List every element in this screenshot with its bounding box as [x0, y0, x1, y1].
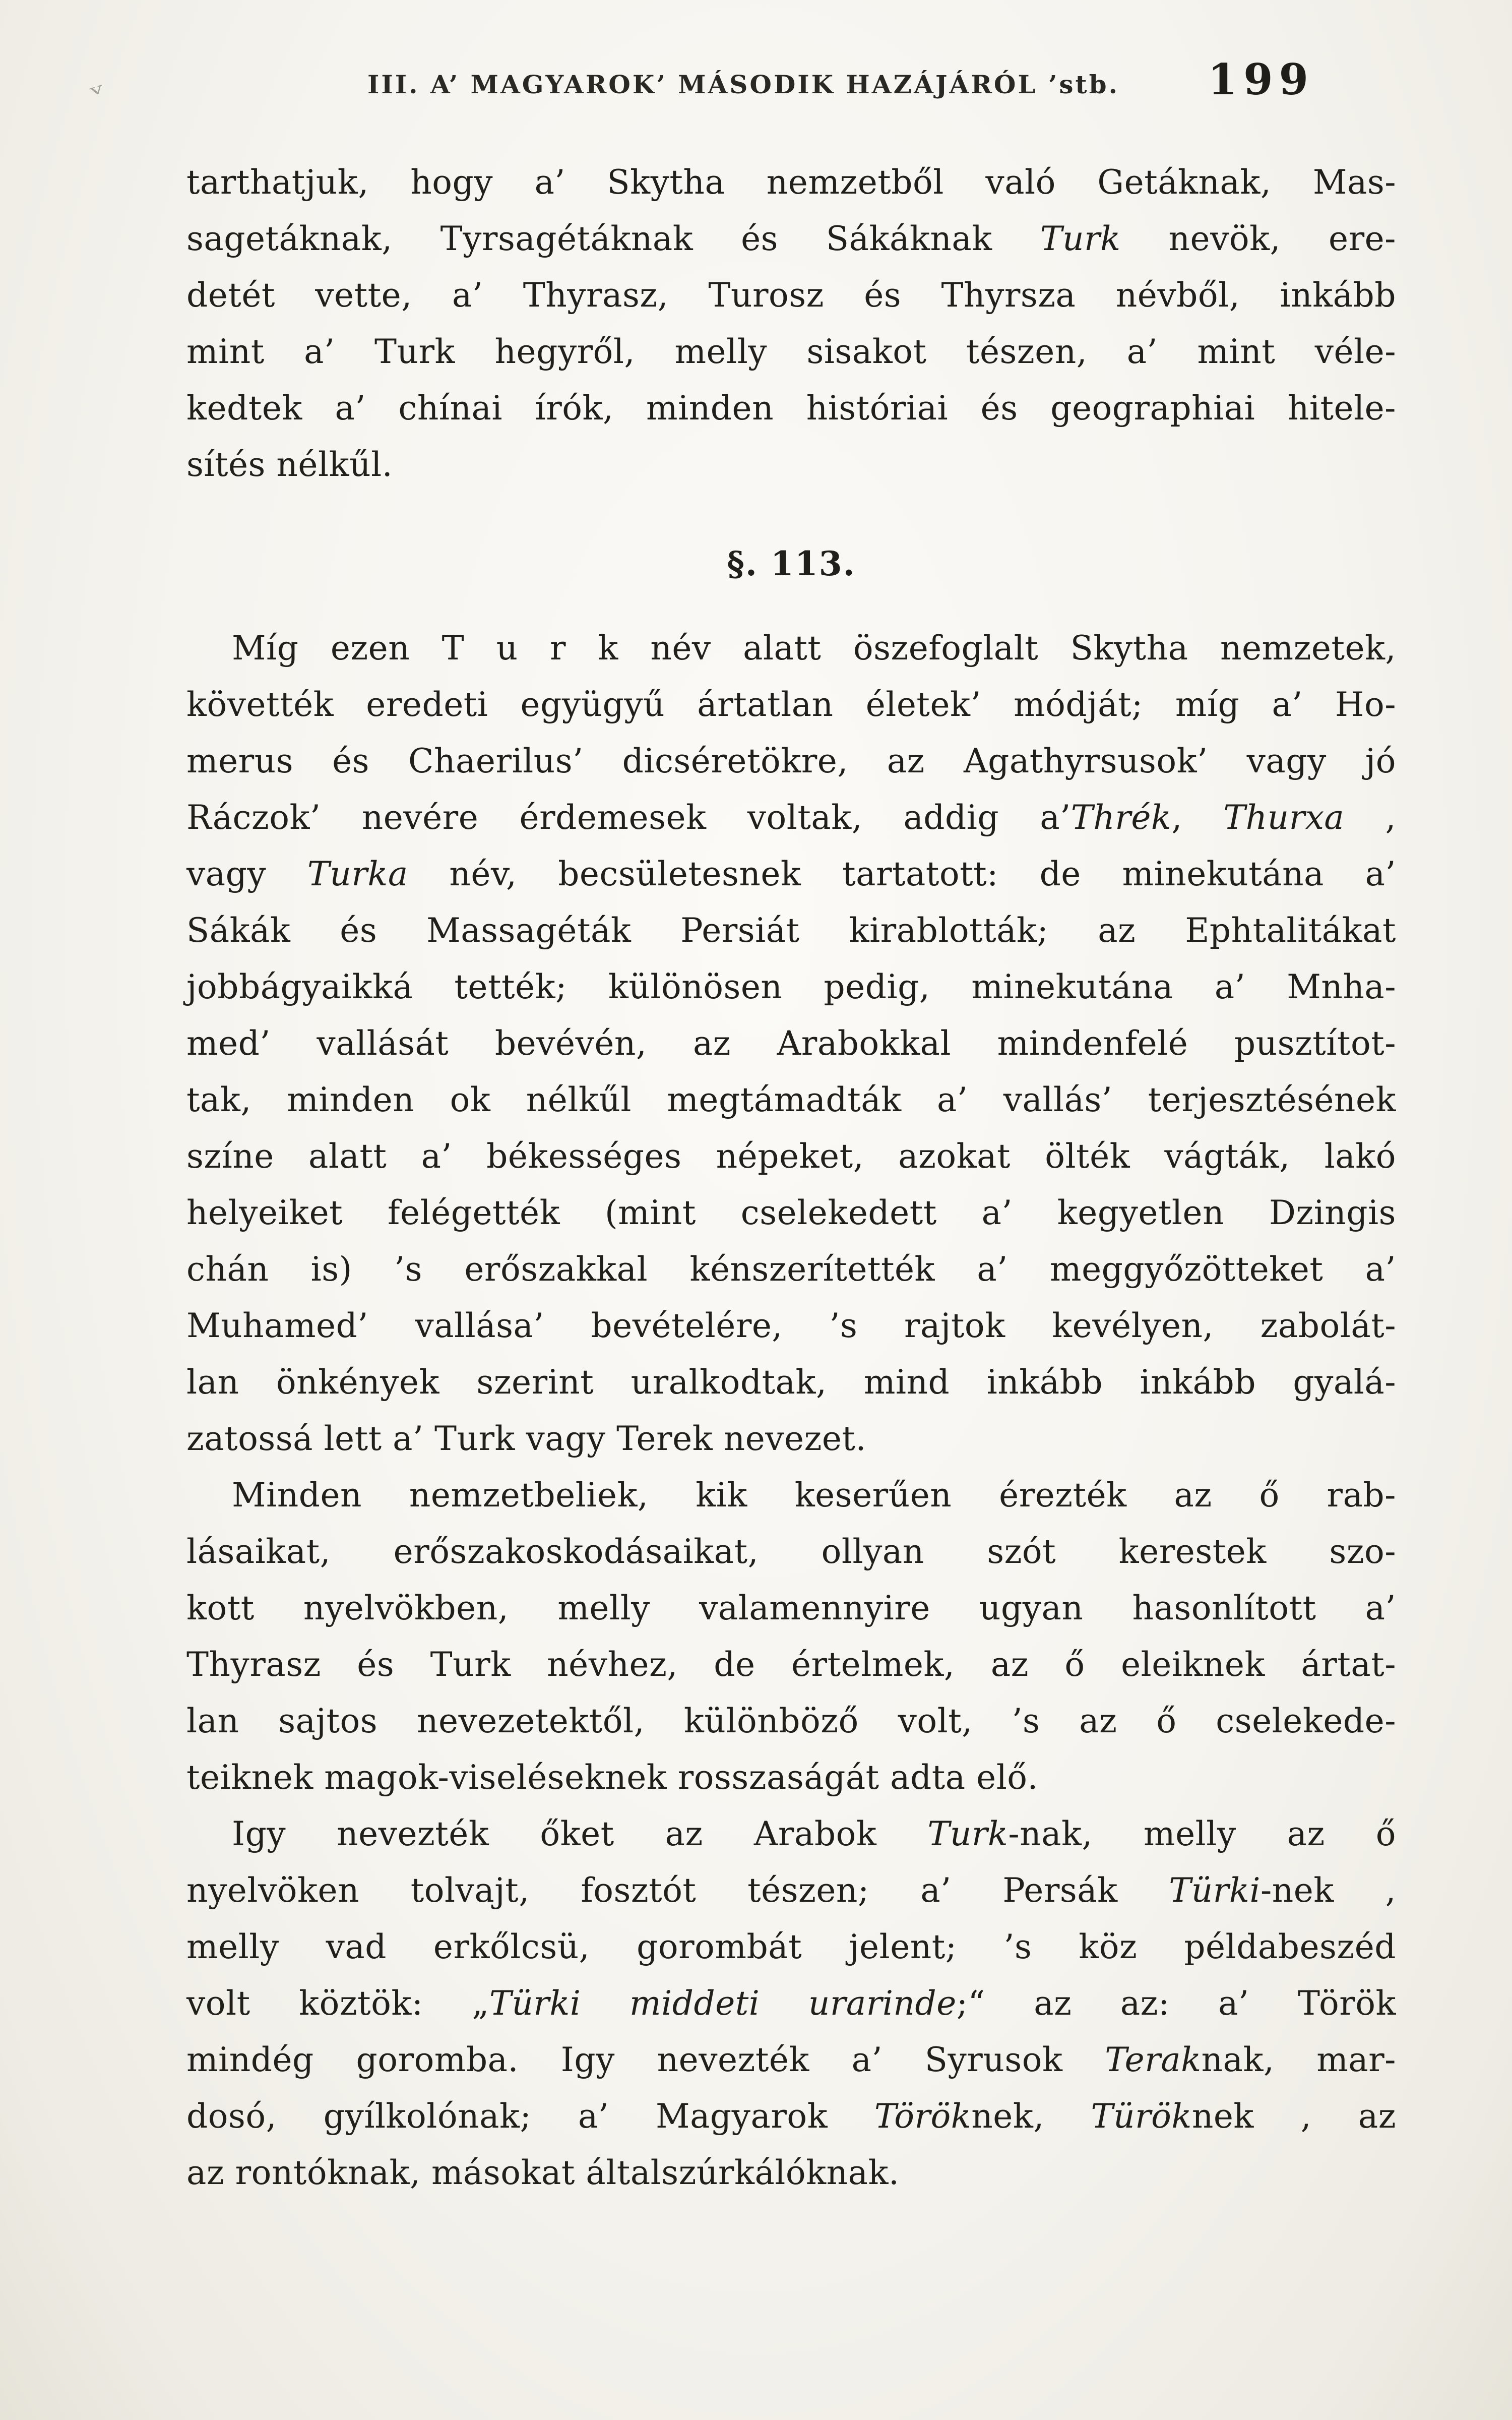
page-number: 199	[1208, 54, 1314, 104]
text-line: Sákák és Massagéták Persiát kirablották; az Ephtalitákat	[186, 911, 1396, 950]
paragraph	[186, 1806, 1396, 2201]
text-line: lan önkények szerint uralkodtak, mind inkább inkább gyalá-	[186, 1363, 1396, 1402]
text-line: nyelvöken tolvajt, fosztót tészen; a’ Persák Türki-nek ,	[186, 1871, 1396, 1910]
text-line: lásaikat, erőszakoskodásaikat, ollyan szót kerestek szo-	[186, 1532, 1396, 1571]
text-line: színe alatt a’ békességes népeket, azokat ölték vágták, lakó	[186, 1137, 1396, 1176]
text-line: követték eredeti együgyű ártatlan életek’ módját; míg a’ Ho-	[186, 685, 1396, 724]
handwritten-margin-mark: ᵥ	[84, 69, 107, 102]
text-line: melly vad erkőlcsü, gorombát jelent; ’s köz példabeszéd	[186, 1927, 1396, 1966]
text-line: mindég goromba. Igy nevezték a’ Syrusok Teraknak, mar-	[186, 2040, 1396, 2079]
text-line: lan sajtos nevezetektől, különböző volt, ’s az ő cselekede-	[186, 1702, 1396, 1740]
text-line: dosó, gyílkolónak; a’ Magyarok Töröknek, Türöknek , az	[186, 2097, 1396, 2136]
text-line: chán is) ’s erőszakkal kénszerítették a’ meggyőzötteket a’	[186, 1250, 1396, 1289]
text-line: kedtek a’ chínai írók, minden históriai és geographiai hitele-	[186, 389, 1396, 428]
text-line: tarthatjuk, hogy a’ Skytha nemzetből való Getáknak, Mas-	[186, 163, 1396, 202]
text-line: Minden nemzetbeliek, kik keserűen érezték az ő rab-	[232, 1476, 1396, 1515]
text-line: sítés nélkűl.	[186, 445, 393, 484]
text-line: med’ vallását bevévén, az Arabokkal mindenfelé pusztítot-	[186, 1024, 1396, 1063]
text-line: az rontóknak, másokat általszúrkálóknak.	[186, 2153, 900, 2192]
section-heading: §. 113.	[727, 544, 856, 583]
text-line: tak, minden ok nélkűl megtámadták a’ vallás’ terjesztésének	[186, 1080, 1396, 1119]
text-line: teiknek magok-viseléseknek rosszaságát adta elő.	[186, 1758, 1039, 1797]
paragraph	[186, 154, 1396, 493]
text-line: Igy nevezték őket az Arabok Turk-nak, melly az ő	[232, 1814, 1397, 1853]
running-header-title: III. A’ MAGYAROK’ MÁSODIK HAZÁJÁRÓL ’stb.	[367, 70, 1120, 99]
text-line: vagy Turka név, becsületesnek tartatott: de minekutána a’	[186, 855, 1397, 893]
text-line: helyeiket felégették (mint cselekedett a’ kegyetlen Dzingis	[186, 1193, 1396, 1232]
text-line: Thyrasz és Turk névhez, de értelmek, az ő eleiknek ártat-	[186, 1645, 1396, 1684]
text-line: merus és Chaerilus’ dicséretökre, az Agathyrsusok’ vagy jó	[186, 742, 1396, 780]
text-line: Míg ezen T u r k név alatt öszefoglalt Skytha nemzetek,	[232, 629, 1396, 668]
text-line: Ráczok’ nevére érdemesek voltak, addig a’Thrék, Thurxa ,	[186, 798, 1396, 837]
body-text-column	[186, 154, 1396, 2201]
text-line: Muhamed’ vallása’ bevételére, ’s rajtok kevélyen, zabolát-	[186, 1306, 1396, 1345]
paragraph	[186, 1467, 1396, 1806]
text-line: jobbágyaikká tették; különösen pedig, minekutána a’ Mnha-	[186, 967, 1396, 1006]
text-line: volt köztök: „Türki middeti urarinde;“ az az: a’ Török	[186, 1984, 1396, 2023]
text-line: kott nyelvökben, melly valamennyire ugyan hasonlított a’	[186, 1589, 1396, 1627]
text-line: mint a’ Turk hegyről, melly sisakot tészen, a’ mint véle-	[186, 332, 1396, 371]
text-line: sagetáknak, Tyrsagétáknak és Sákáknak Turk nevök, ere-	[186, 219, 1396, 258]
text-line: zatossá lett a’ Turk vagy Terek nevezet.	[186, 1419, 866, 1458]
paragraph	[186, 620, 1396, 1467]
text-line: detét vette, a’ Thyrasz, Turosz és Thyrsza névből, inkább	[186, 276, 1396, 315]
